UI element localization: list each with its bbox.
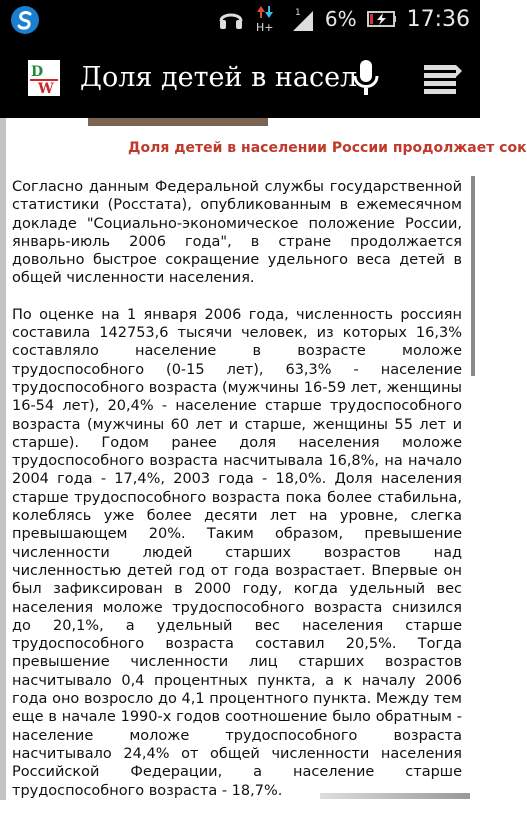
article-image [88, 118, 268, 126]
svg-text:D: D [31, 64, 44, 80]
microphone-icon[interactable] [350, 58, 382, 98]
article-headline: Доля детей в населении России продолжает сок [128, 140, 527, 156]
dw-logo[interactable] [28, 60, 60, 96]
svg-text:W: W [38, 81, 54, 97]
battery-percent: 6% [324, 7, 357, 31]
article-paragraph: По оценке на 1 января 2006 года, численность россиян составила 142753,6 тысячи человек, из которых 16,3% составляло население в возрасте моложе трудоспособного (0-15 лет), 63,3% - население трудоспособного возраста (мужчины 16-59 лет, женщины 16-54 лет), 20,4% - население старше трудоспособного возраста (мужчины 60 лет и старше, женщины 55 лет и старше). Годом ранее доля населения моложе трудоспособного возраста насчитывала 16,8%, на начало 2004 года - 17,4%, 2003 года - 18,0%. Доля населения старше трудоспособного возраста пока более стабильна, колеблясь уже более десяти лет на уровне, слегка превышающем 20%. Таким образом, превышение численности людей старших возрастов над численностью детей год от года возрастает. Впервые он был зафиксирован в 2000 году, когда удельный вес населения моложе трудоспособного возраста снизился до 20,1%, а удельный вес населения старше трудоспособного возраста составил 20,5%. Тогда превышение численности лиц старших возрастов насчитывало 0,4 процентных пункта, а к началу 2006 года оно возросло до 4,1 процентного пункта. Между тем еще в начале 1990-х годов соотношение было обратным - население моложе трудоспособного возраста насчитывало 24,4% от общей численности населения Российской Федерации, а население старше трудоспособного возраста - 18,7%. [12, 306, 462, 799]
page-title: Доля детей в насел [80, 62, 358, 93]
article-paragraph: Согласно данным Федеральной службы государственной статистики (Росстата), опубликованным в ежемесячном докладе "Социально-экономическое положение России, январь-июль 2006 года", в стране продолжается довольно быстрое сокращение удельного веса детей в общей численности населения. [12, 179, 462, 287]
next-content-edge [320, 793, 470, 799]
svg-text:H+: H+ [255, 21, 274, 34]
article-view[interactable] [0, 118, 527, 800]
article-body [12, 178, 462, 818]
app-notification-icon [10, 5, 40, 35]
page-edge [0, 118, 6, 800]
status-bar [0, 0, 480, 38]
app-bar [0, 38, 480, 118]
network-activity-icon [255, 4, 281, 34]
scrollbar[interactable] [471, 176, 475, 376]
headset-icon [217, 5, 245, 33]
clock: 17:36 [406, 6, 470, 32]
bookmarks-menu-icon[interactable] [420, 62, 464, 96]
svg-text:1: 1 [294, 8, 301, 18]
battery-charging-icon [367, 10, 397, 28]
signal-icon [291, 5, 315, 33]
